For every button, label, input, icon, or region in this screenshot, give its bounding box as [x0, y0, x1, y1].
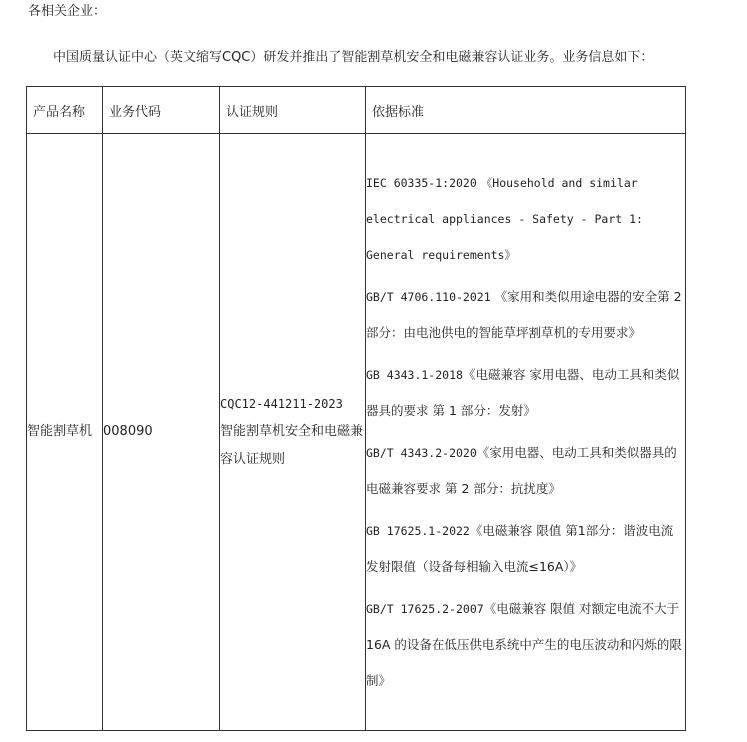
salutation: 各相关企业： — [28, 4, 107, 19]
standard-code: IEC 60335-1:2020 — [366, 176, 477, 190]
intro-paragraph: 中国质量认证中心（英文缩写CQC）研发并推出了智能割草机安全和电磁兼容认证业务。业务信息如下： — [53, 50, 654, 65]
standards-cell — [366, 134, 686, 731]
standard-title: 《电磁兼容 限值 对额定电流不大于 16A 的设备在低压供电系统中产生的电压波动和闪烁的限制》 — [366, 601, 682, 688]
standard-title: 《家用和类似用途电器的安全第 2部分：由电池供电的智能草坪割草机的专用要求》 — [366, 289, 682, 340]
standard-item — [366, 357, 685, 429]
table-row — [27, 134, 686, 731]
rule-code: CQC12-441211-2023 — [220, 397, 343, 411]
header-certification-rule: 认证规则 — [220, 87, 366, 134]
header-standards: 依据标准 — [366, 87, 686, 134]
product-name-cell: 智能割草机 — [27, 134, 103, 731]
standard-title: 《Household and similar electrical appliances - Safety - Part 1: General requirements》 — [366, 176, 643, 262]
certification-rule-cell — [220, 134, 366, 731]
standard-title: 《电磁兼容 家用电器、电动工具和类似器具的要求 第 1 部分：发射》 — [366, 367, 680, 418]
standard-item — [366, 591, 685, 699]
standard-title: 《电磁兼容 限值 第1部分：谐波电流发射限值（设备每相输入电流≤16A）》 — [366, 523, 674, 574]
header-product-name: 产品名称 — [27, 87, 103, 134]
standard-item — [366, 279, 685, 351]
table-header-row — [27, 87, 686, 134]
business-code-cell: 008090 — [103, 134, 220, 731]
rule-name: 智能割草机安全和电磁兼容认证规则 — [220, 424, 364, 467]
header-business-code: 业务代码 — [103, 87, 220, 134]
standard-code: GB 17625.1-2022 — [366, 524, 470, 538]
standard-title: 《家用电器、电动工具和类似器具的电磁兼容要求 第 2 部分：抗扰度》 — [366, 445, 677, 496]
standard-item — [366, 165, 685, 273]
standard-code: GB/T 17625.2-2007 — [366, 602, 484, 616]
business-info-table — [26, 86, 686, 731]
standard-code: GB/T 4706.110-2021 — [366, 290, 491, 304]
standard-item — [366, 513, 685, 585]
standard-item — [366, 435, 685, 507]
standard-code: GB 4343.1-2018 — [366, 368, 463, 382]
standard-code: GB/T 4343.2-2020 — [366, 446, 477, 460]
